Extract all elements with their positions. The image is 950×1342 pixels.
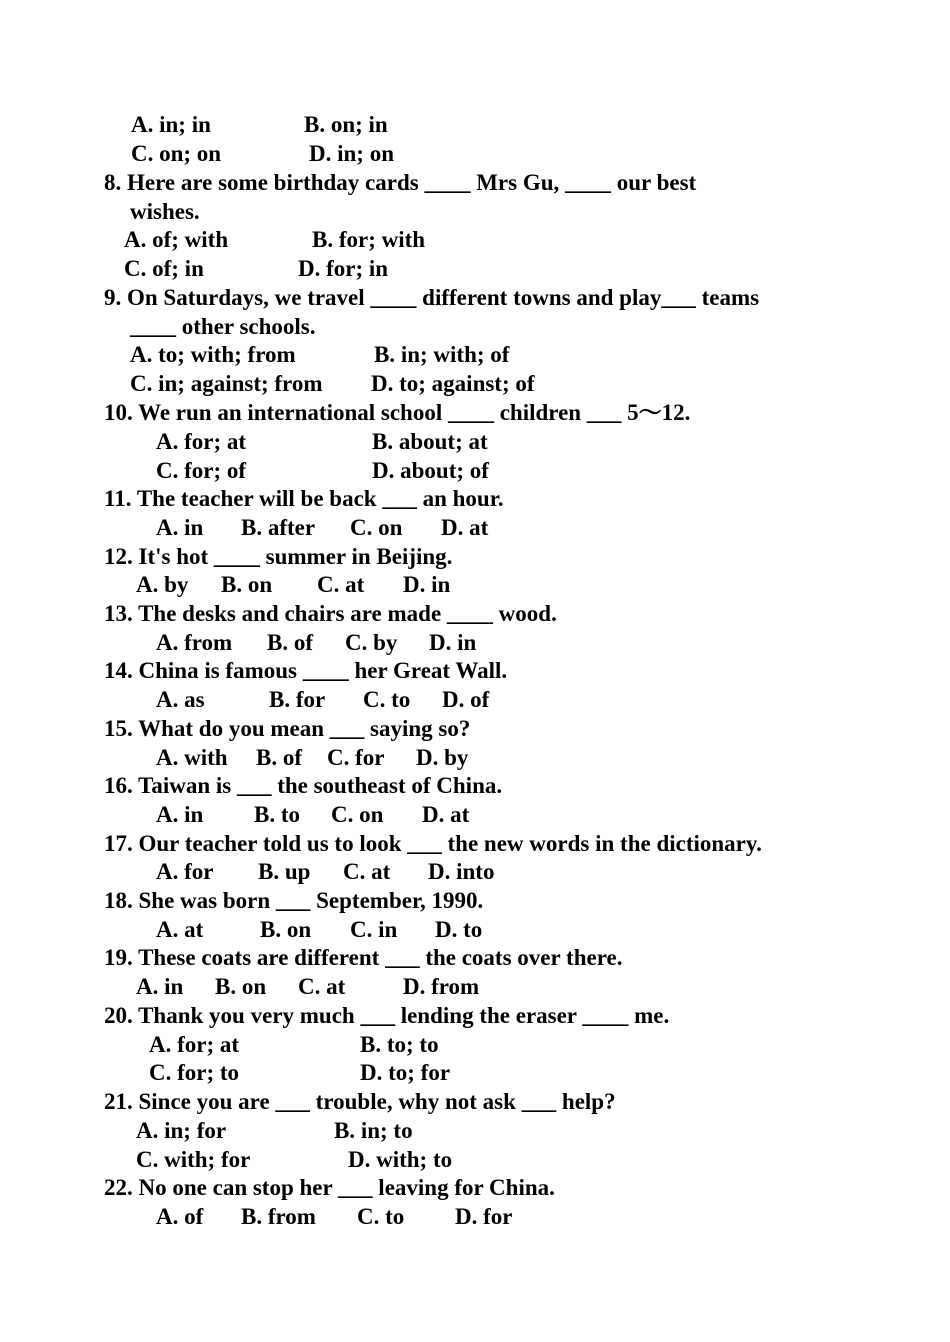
- q8-option-a: A. of; with: [124, 227, 229, 252]
- q19-option-b: B. on: [215, 974, 267, 999]
- question-15-text: 15. What do you mean ___ saying so?: [104, 716, 471, 741]
- q22-option-c: C. to: [357, 1204, 405, 1229]
- question-16-text: 16. Taiwan is ___ the southeast of China.: [104, 773, 503, 798]
- q21-option-b: B. in; to: [334, 1118, 413, 1143]
- q14-option-a: A. as: [156, 687, 205, 712]
- q13-option-a: A. from: [156, 630, 233, 655]
- q7-option-b: [304, 111, 388, 139]
- question-10-text: 10. We run an international school ____ children ___ 5～12.: [104, 400, 691, 425]
- q14-option-b: B. for: [269, 687, 326, 712]
- q15-option-c: C. for: [327, 745, 385, 770]
- q10-option-c: C. for; of: [156, 458, 247, 483]
- q12-option-d: D. in: [403, 572, 451, 597]
- question-8-text: 8. Here are some birthday cards ____ Mrs Gu, ____ our best: [104, 170, 697, 195]
- q17-option-b: B. up: [258, 859, 311, 884]
- q12-option-c: C. at: [317, 572, 365, 597]
- question-20-text: 20. Thank you very much ___ lending the eraser ____ me.: [104, 1003, 670, 1028]
- q9-option-d: D. to; against; of: [371, 371, 535, 396]
- q9-option-c: C. in; against; from: [130, 371, 323, 396]
- q12-option-a: A. by: [136, 572, 189, 597]
- q15-option-b: B. of: [256, 745, 302, 770]
- option-d: D. in; on: [309, 141, 394, 166]
- question-18-text: 18. She was born ___ September, 1990.: [104, 888, 484, 913]
- q20-option-c: C. for; to: [149, 1060, 240, 1085]
- q14-option-d: D. of: [442, 687, 490, 712]
- q21-option-d: D. with; to: [348, 1147, 453, 1172]
- q21-option-c: C. with; for: [136, 1147, 251, 1172]
- q20-option-d: D. to; for: [360, 1060, 451, 1085]
- q13-option-b: B. of: [267, 630, 313, 655]
- question-13-text: 13. The desks and chairs are made ____ wood.: [104, 601, 557, 626]
- q19-option-a: A. in: [136, 974, 184, 999]
- question-9-text: 9. On Saturdays, we travel ____ different towns and play___ teams: [104, 285, 760, 310]
- q16-option-b: B. to: [254, 802, 300, 827]
- q17-option-d: D. into: [428, 859, 495, 884]
- question-14-text: 14. China is famous ____ her Great Wall.: [104, 658, 508, 683]
- question-12-text: 12. It's hot ____ summer in Beijing.: [104, 544, 453, 569]
- q11-option-a: A. in: [156, 515, 204, 540]
- q9-option-a: A. to; with; from: [130, 342, 296, 367]
- question-21-text: 21. Since you are ___ trouble, why not ask ___ help?: [104, 1089, 616, 1114]
- q14-option-c: C. to: [363, 687, 411, 712]
- question-17-text: 17. Our teacher told us to look ___ the new words in the dictionary.: [104, 831, 762, 856]
- question-22-text: 22. No one can stop her ___ leaving for China.: [104, 1175, 555, 1200]
- q16-option-d: D. at: [422, 802, 470, 827]
- q8-option-b: B. for; with: [312, 227, 426, 252]
- option-b: B. on; in: [304, 112, 388, 137]
- question-8-text-cont: wishes.: [130, 199, 200, 224]
- q15-option-a: A. with: [156, 745, 228, 770]
- q16-option-a: A. in: [156, 802, 204, 827]
- q7-option-d: [309, 140, 394, 168]
- q18-option-a: A. at: [156, 917, 204, 942]
- q22-option-b: B. from: [241, 1204, 316, 1229]
- q16-option-c: C. on: [331, 802, 384, 827]
- question-19-text: 19. These coats are different ___ the coats over there.: [104, 945, 623, 970]
- q17-option-a: A. for: [156, 859, 214, 884]
- q11-option-d: D. at: [441, 515, 489, 540]
- q20-option-a: A. for; at: [149, 1032, 240, 1057]
- q8-option-d: D. for; in: [298, 256, 389, 281]
- q7-options-row1: [131, 111, 211, 139]
- q13-option-d: D. in: [429, 630, 477, 655]
- q18-option-b: B. on: [260, 917, 312, 942]
- q19-option-d: D. from: [403, 974, 480, 999]
- option-c: C. on; on: [131, 141, 222, 166]
- q11-option-c: C. on: [350, 515, 403, 540]
- q12-option-b: B. on: [221, 572, 273, 597]
- q10-option-a: A. for; at: [156, 429, 247, 454]
- q15-option-d: D. by: [416, 745, 469, 770]
- q7-options-row2: [131, 140, 221, 168]
- question-11-text: 11. The teacher will be back ___ an hour.: [104, 486, 504, 511]
- q21-option-a: A. in; for: [136, 1118, 227, 1143]
- q19-option-c: C. at: [298, 974, 346, 999]
- q11-option-b: B. after: [241, 515, 316, 540]
- q22-option-a: A. of: [156, 1204, 204, 1229]
- q22-option-d: D. for: [455, 1204, 513, 1229]
- q13-option-c: C. by: [345, 630, 398, 655]
- q18-option-d: D. to: [435, 917, 483, 942]
- question-9-text-cont: ____ other schools.: [130, 314, 316, 339]
- q10-option-d: D. about; of: [372, 458, 489, 483]
- option-a: A. in; in: [131, 112, 211, 137]
- q20-option-b: B. to; to: [360, 1032, 439, 1057]
- q8-option-c: C. of; in: [124, 256, 204, 281]
- q17-option-c: C. at: [343, 859, 391, 884]
- q9-option-b: B. in; with; of: [374, 342, 510, 367]
- q10-option-b: B. about; at: [372, 429, 488, 454]
- q18-option-c: C. in: [350, 917, 398, 942]
